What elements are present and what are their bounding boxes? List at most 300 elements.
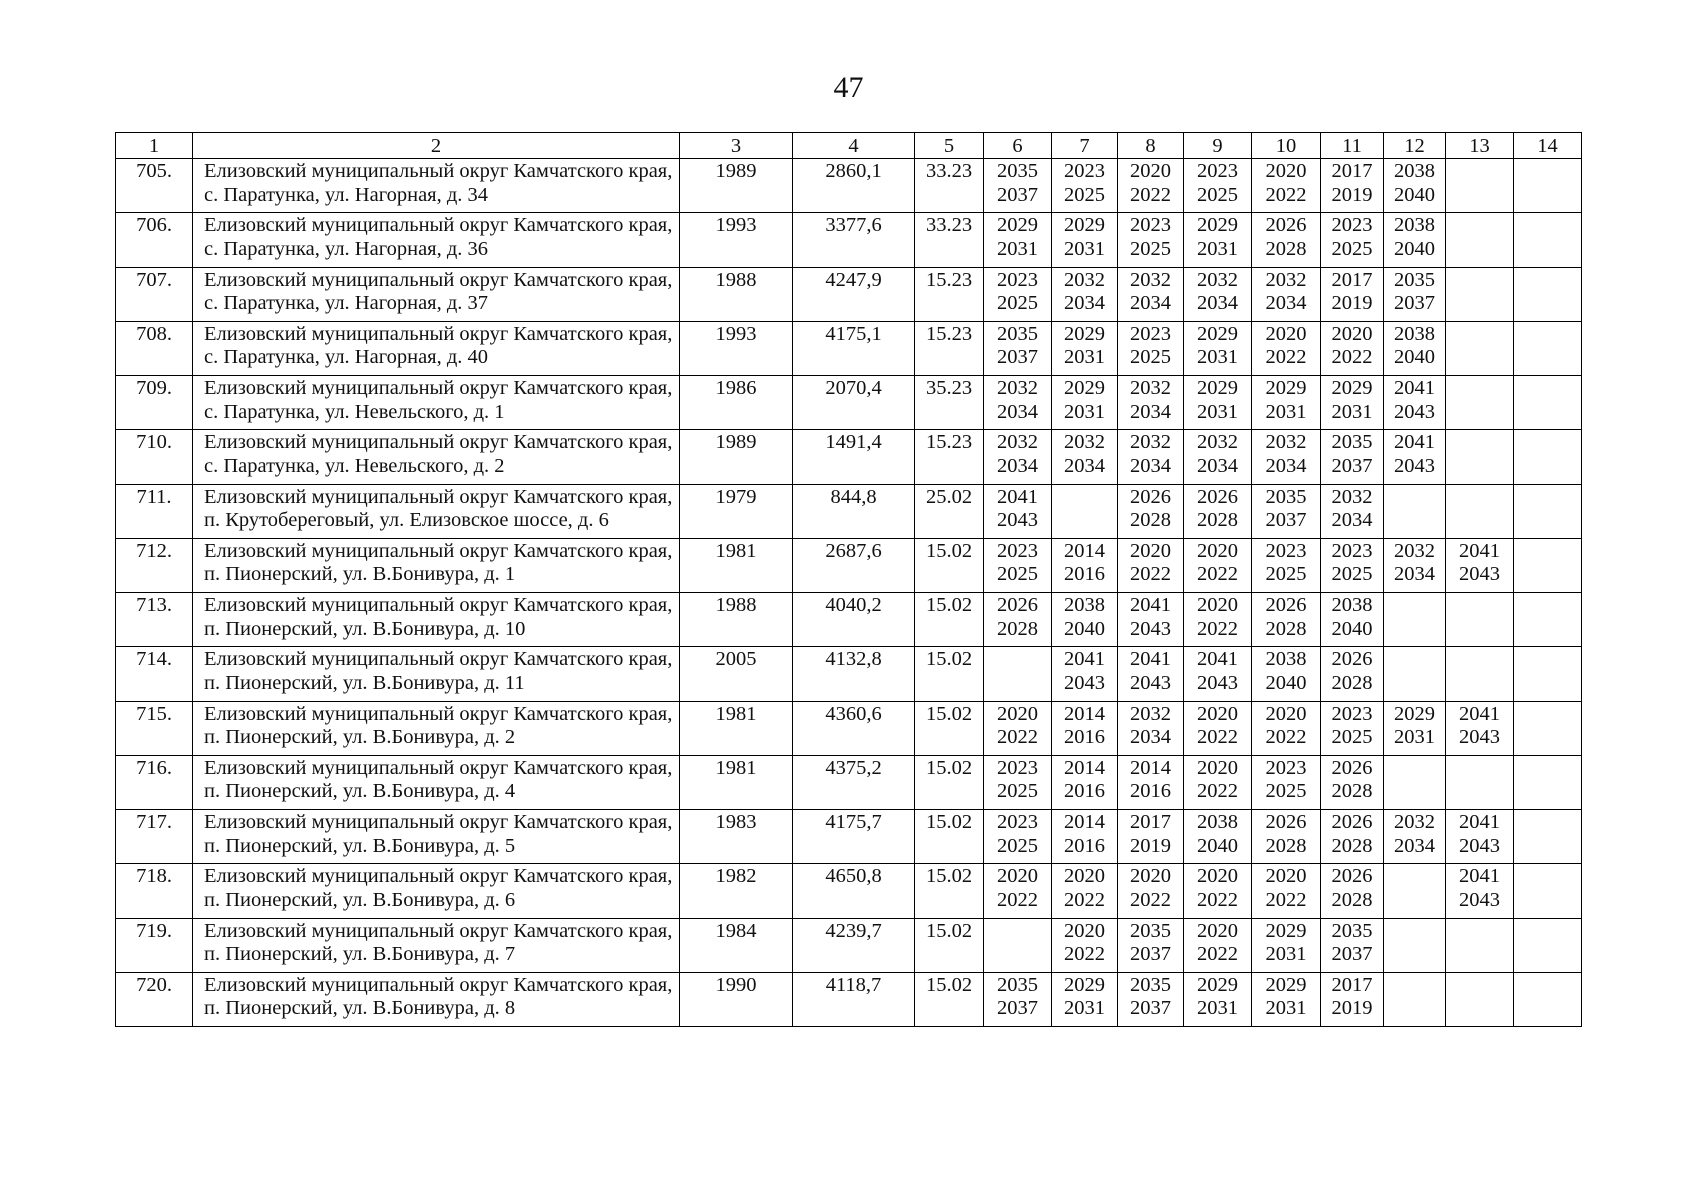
period-cell xyxy=(1252,430,1321,484)
period-start-year: 2029 xyxy=(1064,377,1105,399)
period-cell xyxy=(1321,810,1384,864)
address-line: Елизовский муниципальный округ Камчатского края, xyxy=(204,431,673,454)
address-line: Елизовский муниципальный округ Камчатского края, xyxy=(204,702,673,725)
period-end-year: 2037 xyxy=(997,346,1038,369)
period-end-year: 2043 xyxy=(1459,726,1500,749)
period-cell xyxy=(1118,267,1184,321)
period-cell xyxy=(1052,213,1118,267)
period-cell xyxy=(1446,810,1514,864)
period-cell xyxy=(1384,267,1446,321)
year-built: 1981 xyxy=(680,755,793,809)
classifier-code: 15.02 xyxy=(915,755,984,809)
period-cell xyxy=(1184,593,1252,647)
period-cell xyxy=(1252,593,1321,647)
address-line: п. Крутобереговый, ул. Елизовское шоссе, д. 6 xyxy=(204,509,609,532)
period-start-year: 2020 xyxy=(1265,865,1307,888)
period-end-year: 2031 xyxy=(1197,400,1238,423)
period-start-year: 2035 xyxy=(1331,919,1373,942)
period-cell xyxy=(1252,267,1321,321)
period-end-year: 2025 xyxy=(1130,346,1171,369)
period-cell xyxy=(1446,376,1514,430)
period-cell xyxy=(984,538,1052,592)
period-start-year: 2029 xyxy=(1064,214,1105,237)
classifier-code: 15.23 xyxy=(915,430,984,484)
address-cell xyxy=(193,647,680,701)
year-built: 1989 xyxy=(680,430,793,484)
period-end-year: 2031 xyxy=(1394,726,1435,749)
classifier-code: 15.02 xyxy=(915,918,984,972)
period-end-year: 2037 xyxy=(1130,943,1171,966)
year-built: 1993 xyxy=(680,321,793,375)
period-cell xyxy=(1184,810,1252,864)
period-start-year: 2026 xyxy=(997,594,1038,616)
period-cell xyxy=(1321,701,1384,755)
period-start-year: 2029 xyxy=(1331,377,1373,399)
period-cell xyxy=(984,972,1052,1026)
period-start-year: 2023 xyxy=(1331,539,1373,562)
table-row xyxy=(116,918,1582,972)
period-start-year: 2032 xyxy=(1130,702,1171,725)
period-end-year: 2034 xyxy=(997,400,1038,423)
period-end-year: 2025 xyxy=(997,563,1038,586)
period-end-year: 2028 xyxy=(1265,617,1307,640)
address-line: п. Пионерский, ул. В.Бонивура, д. 2 xyxy=(204,726,516,749)
total-area: 4118,7 xyxy=(793,972,915,1026)
period-end-year: 2040 xyxy=(1394,237,1435,260)
row-number: 705. xyxy=(116,159,193,213)
period-start-year: 2023 xyxy=(997,756,1038,779)
period-cell xyxy=(1184,430,1252,484)
period-start-year: 2020 xyxy=(1197,702,1238,725)
period-cell xyxy=(1052,972,1118,1026)
column-header: 1 xyxy=(116,133,193,159)
period-cell xyxy=(1384,810,1446,864)
period-start-year: 2023 xyxy=(1331,702,1373,725)
period-cell xyxy=(1052,755,1118,809)
period-start-year: 2023 xyxy=(997,539,1038,562)
period-cell xyxy=(1052,159,1118,213)
period-cell xyxy=(1514,484,1582,538)
period-start-year: 2029 xyxy=(1394,702,1435,725)
classifier-code: 33.23 xyxy=(915,159,984,213)
period-cell xyxy=(1118,484,1184,538)
column-header: 14 xyxy=(1514,133,1582,159)
table-row xyxy=(116,864,1582,918)
address-line: Елизовский муниципальный округ Камчатского края, xyxy=(204,648,673,671)
period-cell xyxy=(1514,321,1582,375)
address-line: Елизовский муниципальный округ Камчатского края, xyxy=(204,377,673,399)
period-end-year: 2043 xyxy=(1130,617,1171,640)
period-start-year: 2035 xyxy=(1130,919,1171,942)
period-cell xyxy=(1052,647,1118,701)
table-row xyxy=(116,538,1582,592)
period-start-year: 2035 xyxy=(997,973,1038,996)
period-end-year: 2022 xyxy=(1064,888,1105,911)
period-start-year: 2026 xyxy=(1331,865,1373,888)
period-start-year: 2032 xyxy=(1064,268,1105,291)
period-cell xyxy=(1384,918,1446,972)
period-start-year: 2014 xyxy=(1064,756,1105,779)
period-cell xyxy=(1514,593,1582,647)
total-area: 2860,1 xyxy=(793,159,915,213)
period-start-year: 2038 xyxy=(1394,322,1435,345)
period-end-year: 2037 xyxy=(1394,292,1435,315)
period-cell xyxy=(1052,538,1118,592)
column-header: 13 xyxy=(1446,133,1514,159)
period-cell xyxy=(1252,647,1321,701)
year-built: 1986 xyxy=(680,376,793,430)
address-cell xyxy=(193,538,680,592)
period-cell xyxy=(1321,159,1384,213)
period-start-year: 2026 xyxy=(1197,485,1238,508)
column-header: 12 xyxy=(1384,133,1446,159)
period-end-year: 2037 xyxy=(1331,454,1373,477)
period-end-year: 2025 xyxy=(997,780,1038,803)
period-end-year: 2037 xyxy=(1265,509,1307,532)
period-end-year: 2034 xyxy=(1130,400,1171,423)
period-cell xyxy=(1321,430,1384,484)
address-line: с. Паратунка, ул. Нагорная, д. 40 xyxy=(204,346,489,369)
address-cell xyxy=(193,810,680,864)
period-start-year: 2023 xyxy=(1130,322,1171,345)
period-cell xyxy=(1052,484,1118,538)
period-end-year: 2025 xyxy=(1197,183,1238,206)
period-start-year: 2035 xyxy=(997,322,1038,345)
period-start-year: 2032 xyxy=(1130,431,1171,454)
period-end-year: 2040 xyxy=(1197,834,1238,857)
row-number: 715. xyxy=(116,701,193,755)
period-end-year: 2031 xyxy=(1197,237,1238,260)
total-area: 4175,7 xyxy=(793,810,915,864)
table-row xyxy=(116,159,1582,213)
period-cell xyxy=(1052,864,1118,918)
period-cell xyxy=(1321,484,1384,538)
total-area: 4040,2 xyxy=(793,593,915,647)
period-cell xyxy=(984,918,1052,972)
period-start-year: 2020 xyxy=(1130,539,1171,562)
period-end-year: 2025 xyxy=(1265,780,1307,803)
period-start-year: 2032 xyxy=(1331,485,1373,508)
period-start-year: 2014 xyxy=(1064,539,1105,562)
period-end-year: 2034 xyxy=(1130,292,1171,315)
table-row xyxy=(116,267,1582,321)
address-cell xyxy=(193,484,680,538)
classifier-code: 25.02 xyxy=(915,484,984,538)
total-area: 2070,4 xyxy=(793,376,915,430)
period-end-year: 2040 xyxy=(1394,183,1435,206)
period-start-year: 2029 xyxy=(1265,377,1307,399)
period-end-year: 2028 xyxy=(1197,509,1238,532)
period-cell xyxy=(1184,159,1252,213)
period-cell xyxy=(1446,213,1514,267)
row-number: 711. xyxy=(116,484,193,538)
period-end-year: 2022 xyxy=(1197,888,1238,911)
period-start-year: 2032 xyxy=(1394,539,1435,562)
period-end-year: 2040 xyxy=(1331,617,1373,640)
row-number: 716. xyxy=(116,755,193,809)
period-end-year: 2022 xyxy=(1265,888,1307,911)
period-start-year: 2041 xyxy=(1459,702,1500,725)
address-line: Елизовский муниципальный округ Камчатского края, xyxy=(204,214,673,237)
address-line: Елизовский муниципальный округ Камчатского края, xyxy=(204,919,673,942)
period-cell xyxy=(984,376,1052,430)
column-header: 9 xyxy=(1184,133,1252,159)
period-cell xyxy=(1446,647,1514,701)
period-cell xyxy=(984,864,1052,918)
period-cell xyxy=(1118,918,1184,972)
period-start-year: 2026 xyxy=(1265,594,1307,616)
period-start-year: 2041 xyxy=(1394,431,1435,454)
period-end-year: 2022 xyxy=(1265,726,1307,749)
period-cell xyxy=(1184,647,1252,701)
period-end-year: 2022 xyxy=(1197,726,1238,749)
classifier-code: 15.02 xyxy=(915,701,984,755)
period-start-year: 2032 xyxy=(1265,431,1307,454)
period-cell xyxy=(1446,972,1514,1026)
period-start-year: 2032 xyxy=(1130,377,1171,399)
period-start-year: 2017 xyxy=(1130,811,1171,833)
housing-register-table xyxy=(115,132,1582,1027)
period-end-year: 2028 xyxy=(1265,237,1307,260)
period-end-year: 2040 xyxy=(1064,617,1105,640)
address-line: п. Пионерский, ул. В.Бонивура, д. 8 xyxy=(204,997,516,1020)
period-end-year: 2019 xyxy=(1130,834,1171,857)
period-cell xyxy=(1514,267,1582,321)
period-end-year: 2022 xyxy=(1064,943,1105,966)
period-cell xyxy=(1052,593,1118,647)
period-start-year: 2029 xyxy=(997,214,1038,237)
table-row xyxy=(116,647,1582,701)
period-start-year: 2032 xyxy=(1064,431,1105,454)
period-end-year: 2019 xyxy=(1331,183,1373,206)
period-cell xyxy=(1514,918,1582,972)
period-cell xyxy=(1384,593,1446,647)
row-number: 718. xyxy=(116,864,193,918)
classifier-code: 33.23 xyxy=(915,213,984,267)
year-built: 1979 xyxy=(680,484,793,538)
period-end-year: 2034 xyxy=(1394,834,1435,857)
period-end-year: 2031 xyxy=(1197,346,1238,369)
period-end-year: 2043 xyxy=(1459,888,1500,911)
period-start-year: 2014 xyxy=(1130,756,1171,779)
period-start-year: 2029 xyxy=(1197,214,1238,237)
period-cell xyxy=(1446,159,1514,213)
period-start-year: 2026 xyxy=(1130,485,1171,508)
period-end-year: 2043 xyxy=(1064,671,1105,694)
period-start-year: 2020 xyxy=(1130,160,1171,182)
column-header: 7 xyxy=(1052,133,1118,159)
period-cell xyxy=(1321,972,1384,1026)
period-end-year: 2043 xyxy=(1130,671,1171,694)
column-header: 6 xyxy=(984,133,1052,159)
period-end-year: 2031 xyxy=(1265,400,1307,423)
address-cell xyxy=(193,864,680,918)
period-start-year: 2029 xyxy=(1064,322,1105,345)
period-start-year: 2026 xyxy=(1265,811,1307,833)
period-cell xyxy=(1446,430,1514,484)
period-cell xyxy=(1118,430,1184,484)
period-cell xyxy=(984,647,1052,701)
year-built: 1984 xyxy=(680,918,793,972)
period-cell xyxy=(1321,213,1384,267)
total-area: 3377,6 xyxy=(793,213,915,267)
period-cell xyxy=(1384,376,1446,430)
address-cell xyxy=(193,430,680,484)
period-cell xyxy=(1514,538,1582,592)
address-line: п. Пионерский, ул. В.Бонивура, д. 11 xyxy=(204,671,525,694)
period-cell xyxy=(1118,755,1184,809)
period-end-year: 2022 xyxy=(1265,183,1307,206)
period-start-year: 2020 xyxy=(1197,594,1238,616)
column-header: 3 xyxy=(680,133,793,159)
column-header: 10 xyxy=(1252,133,1321,159)
period-end-year: 2025 xyxy=(1331,237,1373,260)
column-number-row xyxy=(116,133,1582,159)
address-line: с. Паратунка, ул. Нагорная, д. 34 xyxy=(204,183,489,206)
address-line: с. Паратунка, ул. Нагорная, д. 37 xyxy=(204,292,489,315)
period-start-year: 2041 xyxy=(1459,865,1500,888)
address-cell xyxy=(193,267,680,321)
period-start-year: 2020 xyxy=(1265,702,1307,725)
period-end-year: 2043 xyxy=(1197,671,1238,694)
period-end-year: 2037 xyxy=(997,997,1038,1020)
period-start-year: 2032 xyxy=(997,377,1038,399)
period-cell xyxy=(1118,159,1184,213)
period-cell xyxy=(984,755,1052,809)
period-start-year: 2035 xyxy=(1265,485,1307,508)
period-cell xyxy=(984,810,1052,864)
period-end-year: 2022 xyxy=(997,888,1038,911)
period-start-year: 2023 xyxy=(1265,539,1307,562)
period-start-year: 2029 xyxy=(1265,973,1307,996)
period-cell xyxy=(1384,430,1446,484)
total-area: 4175,1 xyxy=(793,321,915,375)
period-end-year: 2034 xyxy=(1197,292,1238,315)
row-number: 719. xyxy=(116,918,193,972)
period-end-year: 2022 xyxy=(1197,617,1238,640)
period-cell xyxy=(1184,701,1252,755)
period-end-year: 2043 xyxy=(997,509,1038,532)
year-built: 1993 xyxy=(680,213,793,267)
period-end-year: 2031 xyxy=(1265,997,1307,1020)
period-cell xyxy=(1321,593,1384,647)
column-header: 8 xyxy=(1118,133,1184,159)
period-end-year: 2016 xyxy=(1064,780,1105,803)
year-built: 1990 xyxy=(680,972,793,1026)
period-cell xyxy=(1384,755,1446,809)
column-header: 11 xyxy=(1321,133,1384,159)
period-end-year: 2022 xyxy=(1197,563,1238,586)
period-cell xyxy=(1514,810,1582,864)
period-cell xyxy=(1384,647,1446,701)
year-built: 1988 xyxy=(680,267,793,321)
period-end-year: 2037 xyxy=(1130,997,1171,1020)
period-cell xyxy=(1384,213,1446,267)
period-cell xyxy=(1052,267,1118,321)
period-cell xyxy=(1252,376,1321,430)
year-built: 1982 xyxy=(680,864,793,918)
period-end-year: 2025 xyxy=(1331,726,1373,749)
period-end-year: 2034 xyxy=(1064,454,1105,477)
period-cell xyxy=(1118,213,1184,267)
total-area: 4650,8 xyxy=(793,864,915,918)
period-cell xyxy=(1446,538,1514,592)
period-cell xyxy=(1052,810,1118,864)
period-start-year: 2035 xyxy=(1394,268,1435,291)
period-cell xyxy=(984,430,1052,484)
address-line: п. Пионерский, ул. В.Бонивура, д. 7 xyxy=(204,943,516,966)
row-number: 708. xyxy=(116,321,193,375)
period-cell xyxy=(1321,647,1384,701)
period-start-year: 2020 xyxy=(997,865,1038,888)
period-end-year: 2034 xyxy=(1130,454,1171,477)
period-start-year: 2020 xyxy=(997,702,1038,725)
period-start-year: 2041 xyxy=(1197,648,1238,671)
period-cell xyxy=(1321,918,1384,972)
period-cell xyxy=(1118,376,1184,430)
address-cell xyxy=(193,213,680,267)
period-cell xyxy=(1252,864,1321,918)
period-start-year: 2020 xyxy=(1064,919,1105,942)
period-start-year: 2020 xyxy=(1197,539,1238,562)
table-row xyxy=(116,213,1582,267)
period-end-year: 2025 xyxy=(1064,183,1105,206)
total-area: 4132,8 xyxy=(793,647,915,701)
period-cell xyxy=(1118,810,1184,864)
address-line: с. Паратунка, ул. Нагорная, д. 36 xyxy=(204,237,489,260)
period-start-year: 2038 xyxy=(1265,648,1307,671)
table-row xyxy=(116,810,1582,864)
period-start-year: 2023 xyxy=(1331,214,1373,237)
period-cell xyxy=(1118,864,1184,918)
period-cell xyxy=(1184,213,1252,267)
row-number: 713. xyxy=(116,593,193,647)
period-end-year: 2016 xyxy=(1130,780,1171,803)
period-cell xyxy=(1384,484,1446,538)
total-area: 4239,7 xyxy=(793,918,915,972)
row-number: 706. xyxy=(116,213,193,267)
period-cell xyxy=(984,159,1052,213)
classifier-code: 15.02 xyxy=(915,810,984,864)
period-end-year: 2043 xyxy=(1394,400,1435,423)
period-cell xyxy=(984,321,1052,375)
year-built: 1989 xyxy=(680,159,793,213)
period-end-year: 2031 xyxy=(1064,346,1105,369)
period-start-year: 2026 xyxy=(1331,648,1373,671)
period-start-year: 2041 xyxy=(1130,594,1171,616)
period-start-year: 2023 xyxy=(1265,756,1307,779)
period-start-year: 2035 xyxy=(997,160,1038,182)
address-line: Елизовский муниципальный округ Камчатского края, xyxy=(204,594,673,616)
period-end-year: 2031 xyxy=(1265,943,1307,966)
address-line: п. Пионерский, ул. В.Бонивура, д. 10 xyxy=(204,617,526,640)
total-area: 1491,4 xyxy=(793,430,915,484)
row-number: 712. xyxy=(116,538,193,592)
period-end-year: 2022 xyxy=(1130,183,1171,206)
period-start-year: 2029 xyxy=(1064,973,1105,996)
period-end-year: 2037 xyxy=(1331,943,1373,966)
period-start-year: 2014 xyxy=(1064,811,1105,833)
period-cell xyxy=(1514,376,1582,430)
period-cell xyxy=(1321,864,1384,918)
period-end-year: 2019 xyxy=(1331,292,1373,315)
table-row xyxy=(116,430,1582,484)
period-start-year: 2029 xyxy=(1197,322,1238,345)
period-cell xyxy=(1052,701,1118,755)
period-end-year: 2034 xyxy=(1064,292,1105,315)
period-cell xyxy=(1514,213,1582,267)
period-cell xyxy=(1446,701,1514,755)
